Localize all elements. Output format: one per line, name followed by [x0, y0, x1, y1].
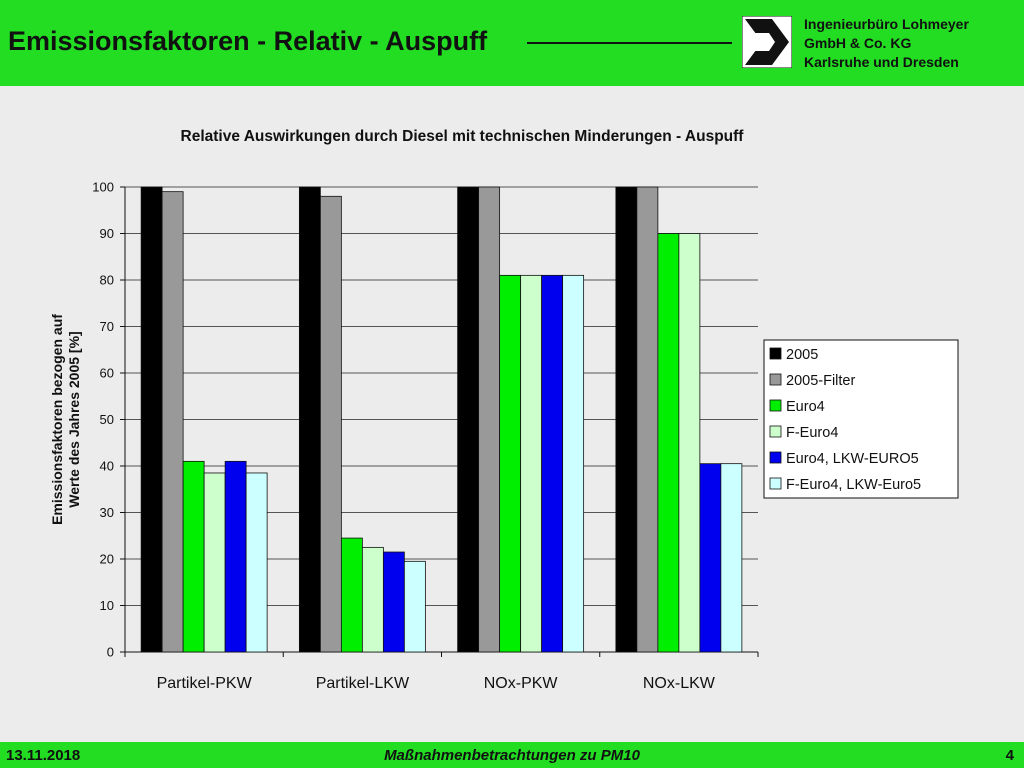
bar [141, 187, 162, 652]
company-line-3: Karlsruhe und Dresden [804, 54, 959, 70]
legend-swatch [770, 400, 781, 411]
company-line-2: GmbH & Co. KG [804, 35, 912, 51]
bar [225, 461, 246, 652]
bar [542, 275, 563, 652]
x-tick-label: Partikel-PKW [156, 675, 252, 692]
legend-label: Euro4, LKW-EURO5 [786, 451, 919, 467]
bar [183, 461, 204, 652]
y-axis-label-line: Werte des Jahres 2005 [%] [66, 331, 82, 508]
bar [500, 275, 521, 652]
legend-box [764, 340, 958, 498]
footer-title: Maßnahmenbetrachtungen zu PM10 [384, 747, 640, 764]
y-tick-label: 50 [99, 412, 114, 427]
bar [458, 187, 479, 652]
bar [521, 275, 542, 652]
x-tick-label: NOx-PKW [483, 675, 558, 692]
title-rule [527, 42, 732, 44]
header-bar [0, 0, 1024, 86]
bar [341, 538, 362, 652]
bar [320, 196, 341, 652]
legend-label: 2005 [786, 347, 819, 363]
legend-label: 2005-Filter [786, 373, 856, 389]
y-axis-label [49, 314, 82, 525]
y-tick-label: 40 [99, 458, 114, 474]
y-tick-label: 60 [99, 365, 114, 381]
bar [616, 187, 637, 652]
y-tick-label: 30 [99, 505, 114, 520]
bar [679, 234, 700, 653]
x-tick-label: NOx-LKW [642, 675, 715, 692]
y-tick-label: 0 [106, 644, 114, 660]
footer-date: 13.11.2018 [6, 747, 81, 764]
legend-swatch [770, 348, 781, 359]
bar [162, 192, 183, 652]
bar [404, 561, 425, 652]
bar [362, 547, 383, 652]
bar [658, 234, 679, 653]
chart-title: Relative Auswirkungen durch Diesel mit technischen Minderungen - Auspuff [180, 128, 744, 145]
bar [246, 473, 267, 652]
y-tick-label: 10 [99, 598, 114, 613]
y-tick-label: 20 [99, 551, 114, 567]
legend-swatch [770, 478, 781, 489]
y-tick-label: 90 [99, 226, 114, 241]
y-tick-label: 70 [99, 319, 114, 334]
bar [479, 187, 500, 652]
legend-label: F-Euro4, LKW-Euro5 [786, 477, 922, 493]
x-tick-label: Partikel-LKW [315, 675, 410, 692]
legend-swatch [770, 452, 781, 463]
bar [383, 552, 404, 652]
bar [700, 464, 721, 652]
bar [299, 187, 320, 652]
y-tick-label: 100 [92, 179, 114, 195]
y-axis-label-line: Emissionsfaktoren bezogen auf [49, 314, 65, 525]
company-logo-icon [742, 16, 792, 68]
legend-label: Euro4 [786, 399, 825, 415]
legend-swatch [770, 374, 781, 385]
company-line-1: Ingenieurbüro Lohmeyer [804, 16, 969, 32]
company-info [804, 15, 969, 72]
legend-swatch [770, 426, 781, 437]
bar [204, 473, 225, 652]
bar [563, 275, 584, 652]
y-tick-label: 80 [99, 272, 114, 288]
legend-label: F-Euro4 [786, 425, 839, 441]
page-number: 4 [1005, 747, 1014, 764]
bar [721, 464, 742, 652]
bar [637, 187, 658, 652]
footer-bar [0, 742, 1024, 768]
bar-chart [0, 86, 1024, 742]
page-title: Emissionsfaktoren - Relativ - Auspuff [8, 26, 488, 56]
